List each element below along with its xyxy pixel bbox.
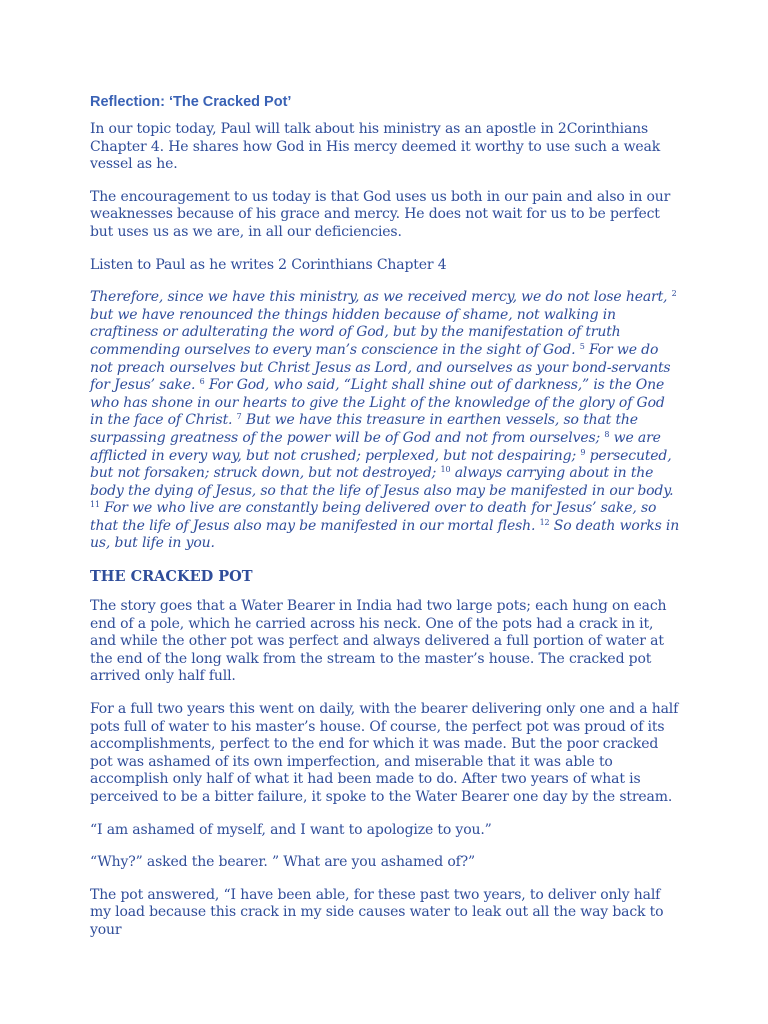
story-paragraph-1: The story goes that a Water Bearer in India had two large pots; each hung on each end of a pole, which he carried across his neck. One of the pots had a crack in it, and while the other pot was perfect and always delivered a full portion of water at the end of the long walk from the stream to the master’s house. The cracked pot arrived only half full.: [90, 598, 667, 685]
verse-number: 12: [539, 517, 550, 527]
document-page: [90, 93, 680, 955]
verse-number: 2: [671, 289, 677, 299]
story-paragraph-4: “Why?” asked the bearer. ” What are you ashamed of?”: [90, 854, 476, 871]
scripture-text: But we have this treasure in earthen vessels, so that the surpassing greatness of the power will be of God and not from ourselves;: [90, 412, 638, 446]
scripture-text: For God, who said, “Light shall shine out of darkness,” is the One who has shone in our hearts to give the Light of the knowledge of the glory of God in the face of Christ.: [90, 377, 665, 429]
verse-number: 9: [580, 447, 586, 457]
scripture-text: For we do not preach ourselves but Christ Jesus as Lord, and ourselves as your bond-servants for Jesus’ sake.: [90, 341, 671, 394]
intro-paragraph-1: In our topic today, Paul will talk about his ministry as an apostle in 2Corinthians Chapter 4. He shares how God in His mercy deemed it worthy to use such a weak vessel as he.: [90, 121, 661, 173]
scripture-text: but we have renounced the things hidden because of shame, not walking in craftiness or adulterating the word of God, but by the manifestation of truth commending ourselves to every man’s conscience in the sight of God.: [90, 306, 621, 358]
intro-paragraph-3: Listen to Paul as he writes 2 Corinthians Chapter 4: [90, 256, 447, 273]
verse-number: 7: [236, 412, 242, 422]
verse-number: 10: [440, 465, 451, 475]
intro-paragraph-2: The encouragement to us today is that God uses us both in our pain and also in our weaknesses because of his grace and mercy. He does not wait for us to be perfect but uses us as we are, in all our deficiencies.: [90, 188, 671, 240]
verse-number: 5: [579, 341, 585, 351]
scripture-text: persecuted, but not forsaken; struck down, but not destroyed;: [90, 447, 672, 482]
scripture-passage: [90, 289, 680, 553]
story-paragraph-5: The pot answered, “I have been able, for these past two years, to deliver only half my load because this crack in my side causes water to leak out all the way back to your: [90, 886, 664, 938]
story-paragraph-3: “I am ashamed of myself, and I want to apologize to you.”: [90, 821, 492, 838]
document-title: Reflection: ‘The Cracked Pot’: [90, 94, 292, 110]
scripture-text: So death works in us, but life in you.: [90, 517, 680, 552]
story-paragraph-2: For a full two years this went on daily, with the bearer delivering only one and a half pots full of water to his master’s house. Of course, the perfect pot was proud of its accomplishments, perfect to the end for which it was made. But the poor cracked pot was ashamed of its own imperfection, and miserable that it was able to accomplish only half of what it had been made to do. After two years of what is perceived to be a bitter failure, it spoke to the Water Bearer one day by the stream.: [90, 701, 679, 805]
scripture-text: For we who live are constantly being delivered over to death for Jesus’ sake, so that the life of Jesus also may be manifested in our mortal flesh.: [90, 500, 657, 534]
verse-number: 8: [604, 429, 610, 439]
verse-number: 11: [90, 500, 100, 510]
scripture-text: we are afflicted in every way, but not crushed; perplexed, but not despairing;: [90, 429, 661, 464]
story-heading: THE CRACKED POT: [90, 568, 253, 586]
scripture-text: Therefore, since we have this ministry, as we received mercy, we do not lose heart,: [90, 289, 672, 306]
scripture-text: always carrying about in the body the dying of Jesus, so that the life of Jesus also may be manifested in our body.: [90, 465, 674, 499]
verse-number: 6: [199, 377, 205, 387]
